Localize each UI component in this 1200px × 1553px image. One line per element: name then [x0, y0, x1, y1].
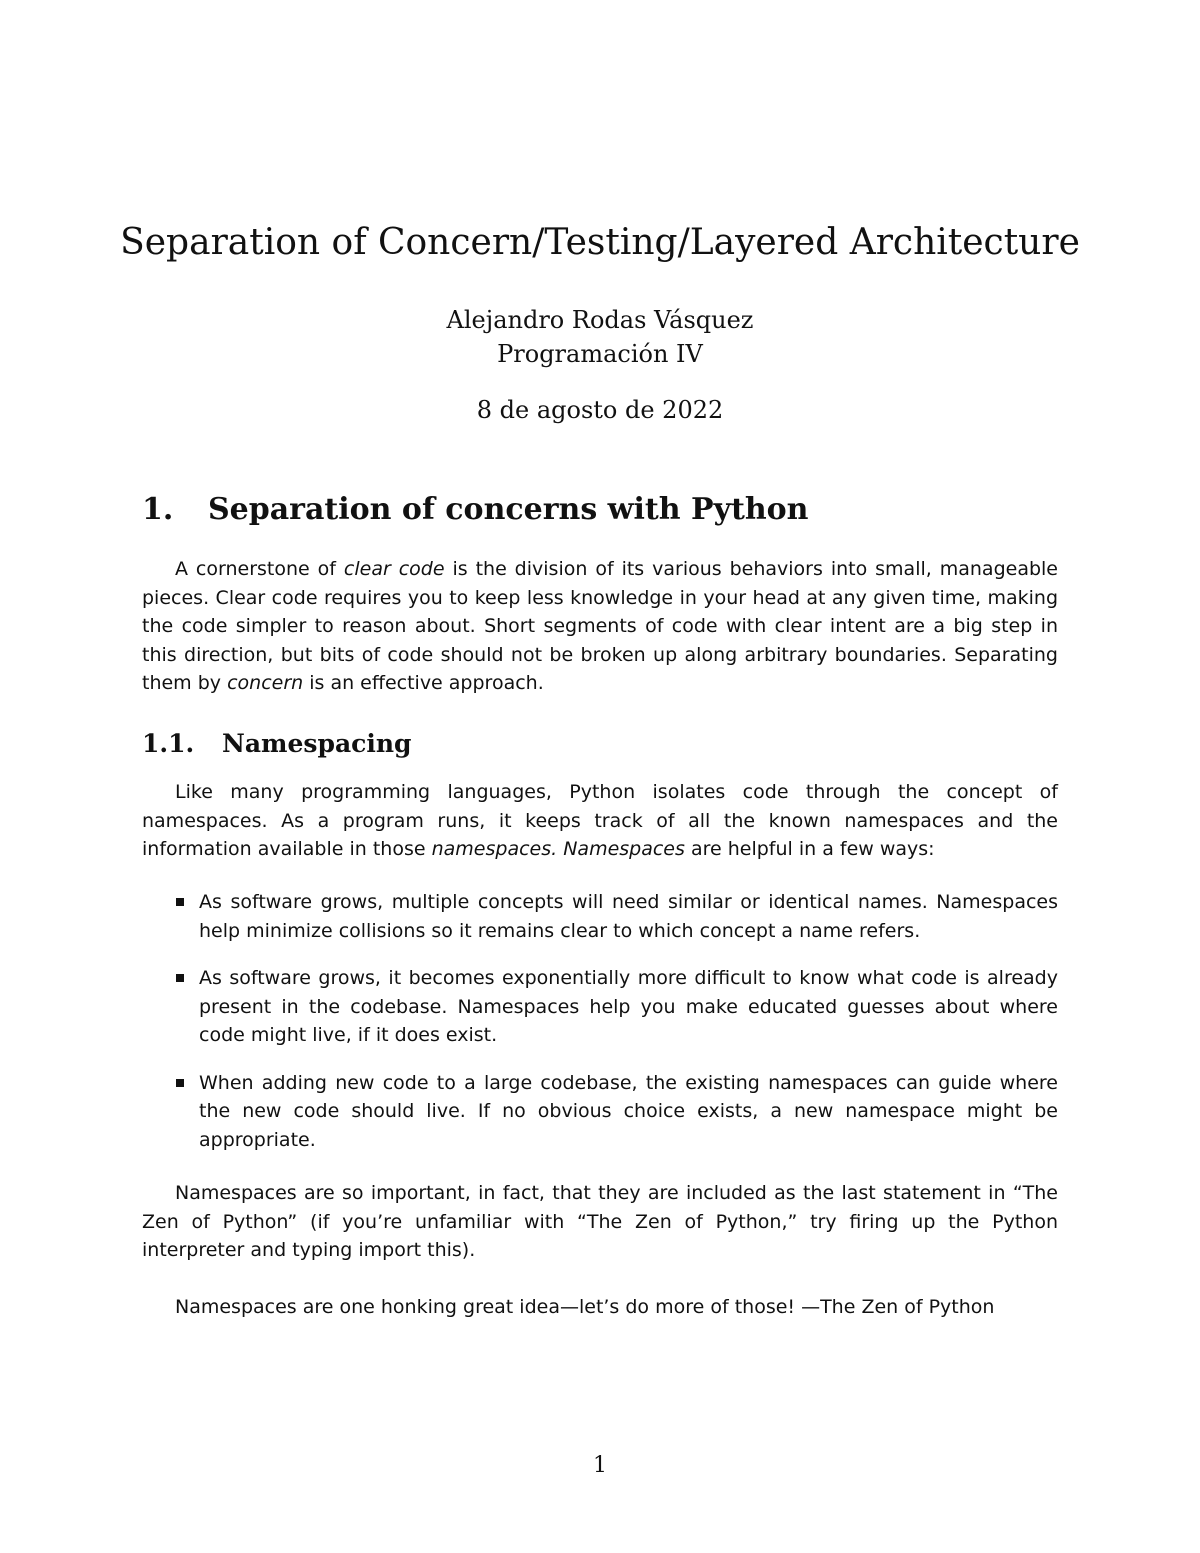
section-1-title: Separation of concerns with Python — [208, 492, 809, 527]
section-1-paragraph — [142, 555, 1058, 698]
document-title: Separation of Concern/Testing/Layered Architecture — [120, 222, 1080, 263]
section-1-1-text-part2: are helpful in a few ways: — [684, 838, 935, 860]
list-item-text: As software grows, multiple concepts will need similar or identical names. Namespaces help minimize collisions so it remains clear to which concept a name refers. — [199, 891, 1058, 942]
document-date: 8 de agosto de 2022 — [476, 396, 724, 424]
section-1-text-part2: is the division of its various behaviors into small, manageable pieces. Clear code requires you to keep less knowledge in your head at any given time, making the code simpler to reason about. Short segments of code with clear intent are a big step in this direction, but bits of code should not be broken up along arbitrary boundaries. Separating them by — [142, 558, 1058, 694]
section-1-heading — [142, 492, 809, 527]
section-1-1-paragraph — [142, 778, 1058, 864]
section-1-1-heading — [142, 729, 412, 758]
namespaces-benefits-list — [142, 888, 1058, 1173]
square-bullet-icon — [176, 1079, 184, 1087]
section-1-1-emphasis-namespaces: namespaces. Namespaces — [431, 838, 685, 860]
document-course: Programación IV — [497, 340, 703, 368]
list-item-text: As software grows, it becomes exponentially more difficult to know what code is already present in the codebase. Namespaces help you make educated guesses about where code might live, if it does exist. — [199, 967, 1058, 1046]
section-1-1-number: 1.1. — [142, 729, 195, 758]
square-bullet-icon — [176, 898, 184, 906]
zen-of-python-quote: Namespaces are one honking great idea—let’s do more of those! —The Zen of Python — [175, 1296, 995, 1318]
document-author: Alejandro Rodas Vásquez — [446, 306, 754, 334]
list-item-text: When adding new code to a large codebase, the existing namespaces can guide where the new code should live. If no obvious choice exists, a new namespace might be appropriate. — [199, 1071, 1058, 1151]
list-item — [142, 964, 1058, 1050]
section-1-text-part3: is an effective approach. — [303, 672, 544, 694]
square-bullet-icon — [176, 974, 184, 982]
section-1-emphasis-clear-code: clear code — [343, 558, 445, 580]
section-1-1-title: Namespacing — [222, 729, 412, 758]
list-item — [142, 888, 1058, 945]
section-1-number: 1. — [142, 492, 174, 527]
zen-of-python-paragraph: Namespaces are so important, in fact, that they are included as the last statement in “The Zen of Python” (if you’re unfamiliar with “The Zen of Python,” try firing up the Python interpreter and typing import this). — [142, 1182, 1058, 1261]
list-item — [142, 1069, 1058, 1155]
section-1-emphasis-concern: concern — [227, 672, 304, 694]
section-1-text-part1: A cornerstone of — [175, 558, 344, 580]
section-1-1-text-part1: Like many programming languages, Python isolates code through the concept of namespaces. As a program runs, it keeps track of all the known namespaces and the information available in those — [142, 781, 1058, 860]
page-number: 1 — [593, 1453, 607, 1478]
